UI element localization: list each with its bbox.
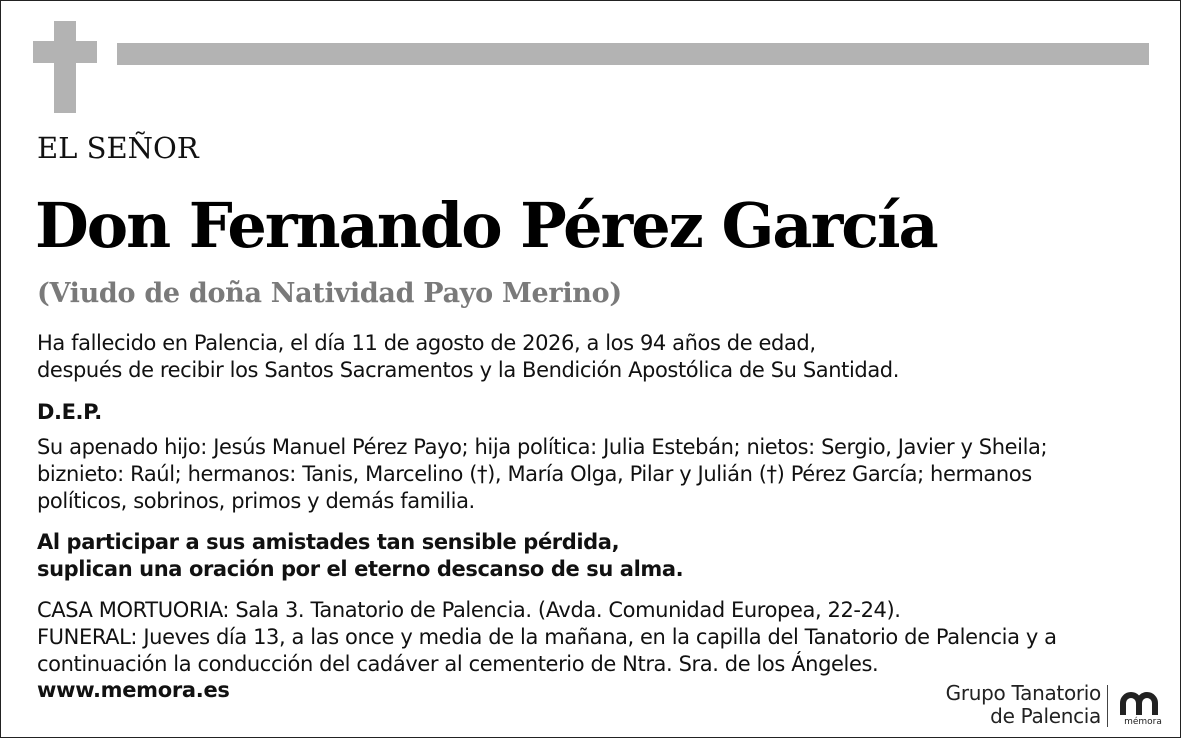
death-notice-line: después de recibir los Santos Sacramentos y la Bendición Apostólica de Su Santidad. [37, 358, 900, 382]
family-list [37, 434, 1157, 515]
cross-icon-arm [33, 41, 97, 63]
brand-line: de Palencia [990, 704, 1101, 728]
header-bar [117, 43, 1149, 65]
prayer-line: suplican una oración por el eterno descanso de su alma. [37, 557, 684, 581]
family-line: biznieto: Raúl; hermanos: Tanis, Marcelino (†), María Olga, Pilar y Julián (†) Pérez García; hermanos [37, 462, 1032, 486]
funeral-details [37, 597, 1157, 678]
death-notice [37, 330, 1157, 384]
logo-label: mémora [1124, 717, 1162, 727]
details-line: FUNERAL: Jueves día 13, a las once y media de la mañana, en la capilla del Tanatorio de Palencia y a [37, 625, 1057, 649]
brand-divider [1107, 685, 1108, 727]
widow-subtitle: (Viudo de doña Natividad Payo Merino) [37, 278, 622, 309]
prayer-line: Al participar a sus amistades tan sensible pérdida, [37, 530, 620, 554]
deceased-name: Don Fernando Pérez García [35, 189, 937, 262]
brand-name [931, 682, 1101, 728]
website-link[interactable]: www.memora.es [37, 678, 230, 702]
dep-label: D.E.P. [37, 400, 102, 424]
family-line: Su apenado hijo: Jesús Manuel Pérez Payo; hija política: Julia Estebán; nietos: Sergio, Javier y Sheila; [37, 435, 1048, 459]
details-line: CASA MORTUORIA: Sala 3. Tanatorio de Palencia. (Avda. Comunidad Europea, 22-24). [37, 598, 901, 622]
death-notice-line: Ha fallecido en Palencia, el día 11 de agosto de 2026, a los 94 años de edad, [37, 331, 816, 355]
details-line: continuación la conducción del cadáver al cementerio de Ntra. Sra. de los Ángeles. [37, 652, 879, 676]
prayer-request [37, 529, 1157, 583]
family-line: políticos, sobrinos, primos y demás familia. [37, 489, 475, 513]
title-prefix: EL SEÑOR [37, 131, 199, 165]
brand-line: Grupo Tanatorio [945, 681, 1101, 705]
cross-icon [54, 21, 76, 113]
